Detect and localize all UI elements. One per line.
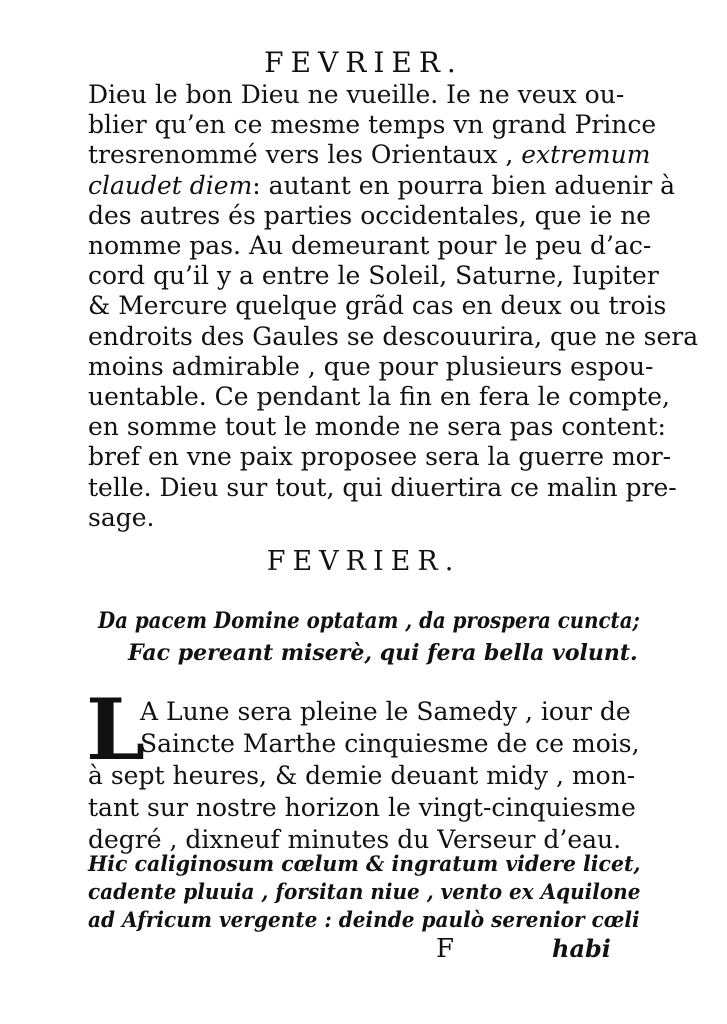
signature-mark: F xyxy=(436,934,455,964)
line-text: & Mercure quelque grãd cas en deux ou trois xyxy=(88,291,667,320)
lunar-text-line-3: à sept heures, & demie deuant midy , mon- xyxy=(88,761,636,790)
drop-capital: L xyxy=(86,680,146,779)
body-text-line xyxy=(88,442,672,472)
line-text: uentable. Ce pendant la fin en fera le compte, xyxy=(88,382,670,411)
latin-line-3: ad Africum vergente : deinde paulò serenior cœli xyxy=(88,907,640,932)
body-text-line xyxy=(88,201,652,231)
line-text: bref en vne paix proposee sera la guerre mor- xyxy=(88,442,672,471)
latin-phrase: claudet diem xyxy=(88,171,253,200)
body-text-line xyxy=(88,382,670,412)
line-text: nomme pas. Au demeurant pour le peu d’ac- xyxy=(88,231,652,260)
body-text-line xyxy=(88,291,667,321)
body-text-line xyxy=(88,80,625,110)
lunar-text-line-5: degré , dixneuf minutes du Verseur d’eau. xyxy=(88,825,622,854)
lunar-text-line-1: A Lune sera pleine le Samedy , iour de xyxy=(140,697,631,726)
epigraph-line-2: Fac pereant miserè, qui fera bella volunt. xyxy=(128,640,638,666)
body-text-line xyxy=(88,140,651,170)
latin-line-1: Hic caliginosum cœlum & ingratum videre licet, xyxy=(88,851,641,876)
line-text: moins admirable , que pour plusieurs espou- xyxy=(88,352,654,381)
body-text-line xyxy=(88,171,676,201)
catchword: habi xyxy=(552,934,611,963)
body-text-line xyxy=(88,503,616,533)
line-text: telle. Dieu sur tout, qui diuertira ce malin pre- xyxy=(88,473,677,502)
body-text-line xyxy=(88,473,677,503)
epigraph-line-1: Da pacem Domine optatam , da prospera cuncta; xyxy=(98,608,640,634)
line-text: en somme tout le monde ne sera pas content: xyxy=(88,412,666,441)
line-text: sage. xyxy=(88,503,155,532)
line-text: endroits des Gaules se descouurira, que ne sera xyxy=(88,322,699,351)
body-text-line xyxy=(88,412,666,442)
line-text: cord qu’il y a entre le Soleil, Saturne, Iupiter xyxy=(88,261,659,290)
lunar-text-line-4: tant sur nostre horizon le vingt-cinquiesme xyxy=(88,793,636,822)
running-head: FEVRIER. xyxy=(264,46,463,79)
lunar-text-line-2: Saincte Marthe cinquiesme de ce mois, xyxy=(140,729,640,758)
section-title: FEVRIER. xyxy=(266,546,461,577)
line-text: des autres és parties occidentales, que ie ne xyxy=(88,201,652,230)
line-text: tresrenommé vers les Orientaux , xyxy=(88,140,522,169)
body-text-line xyxy=(88,322,699,352)
body-text-line xyxy=(88,110,657,140)
line-text: blier qu’en ce mesme temps vn grand Prince xyxy=(88,110,657,139)
body-text-line xyxy=(88,261,659,291)
body-text-line xyxy=(88,231,652,261)
latin-phrase: extremum xyxy=(521,140,651,169)
line-text: Dieu le bon Dieu ne vueille. Ie ne veux ou- xyxy=(88,80,625,109)
body-text-line xyxy=(88,352,654,382)
line-text: : autant en pourra bien aduenir à xyxy=(252,171,676,200)
latin-line-2: cadente pluuia , forsitan niue , vento ex Aquilone xyxy=(88,879,641,904)
